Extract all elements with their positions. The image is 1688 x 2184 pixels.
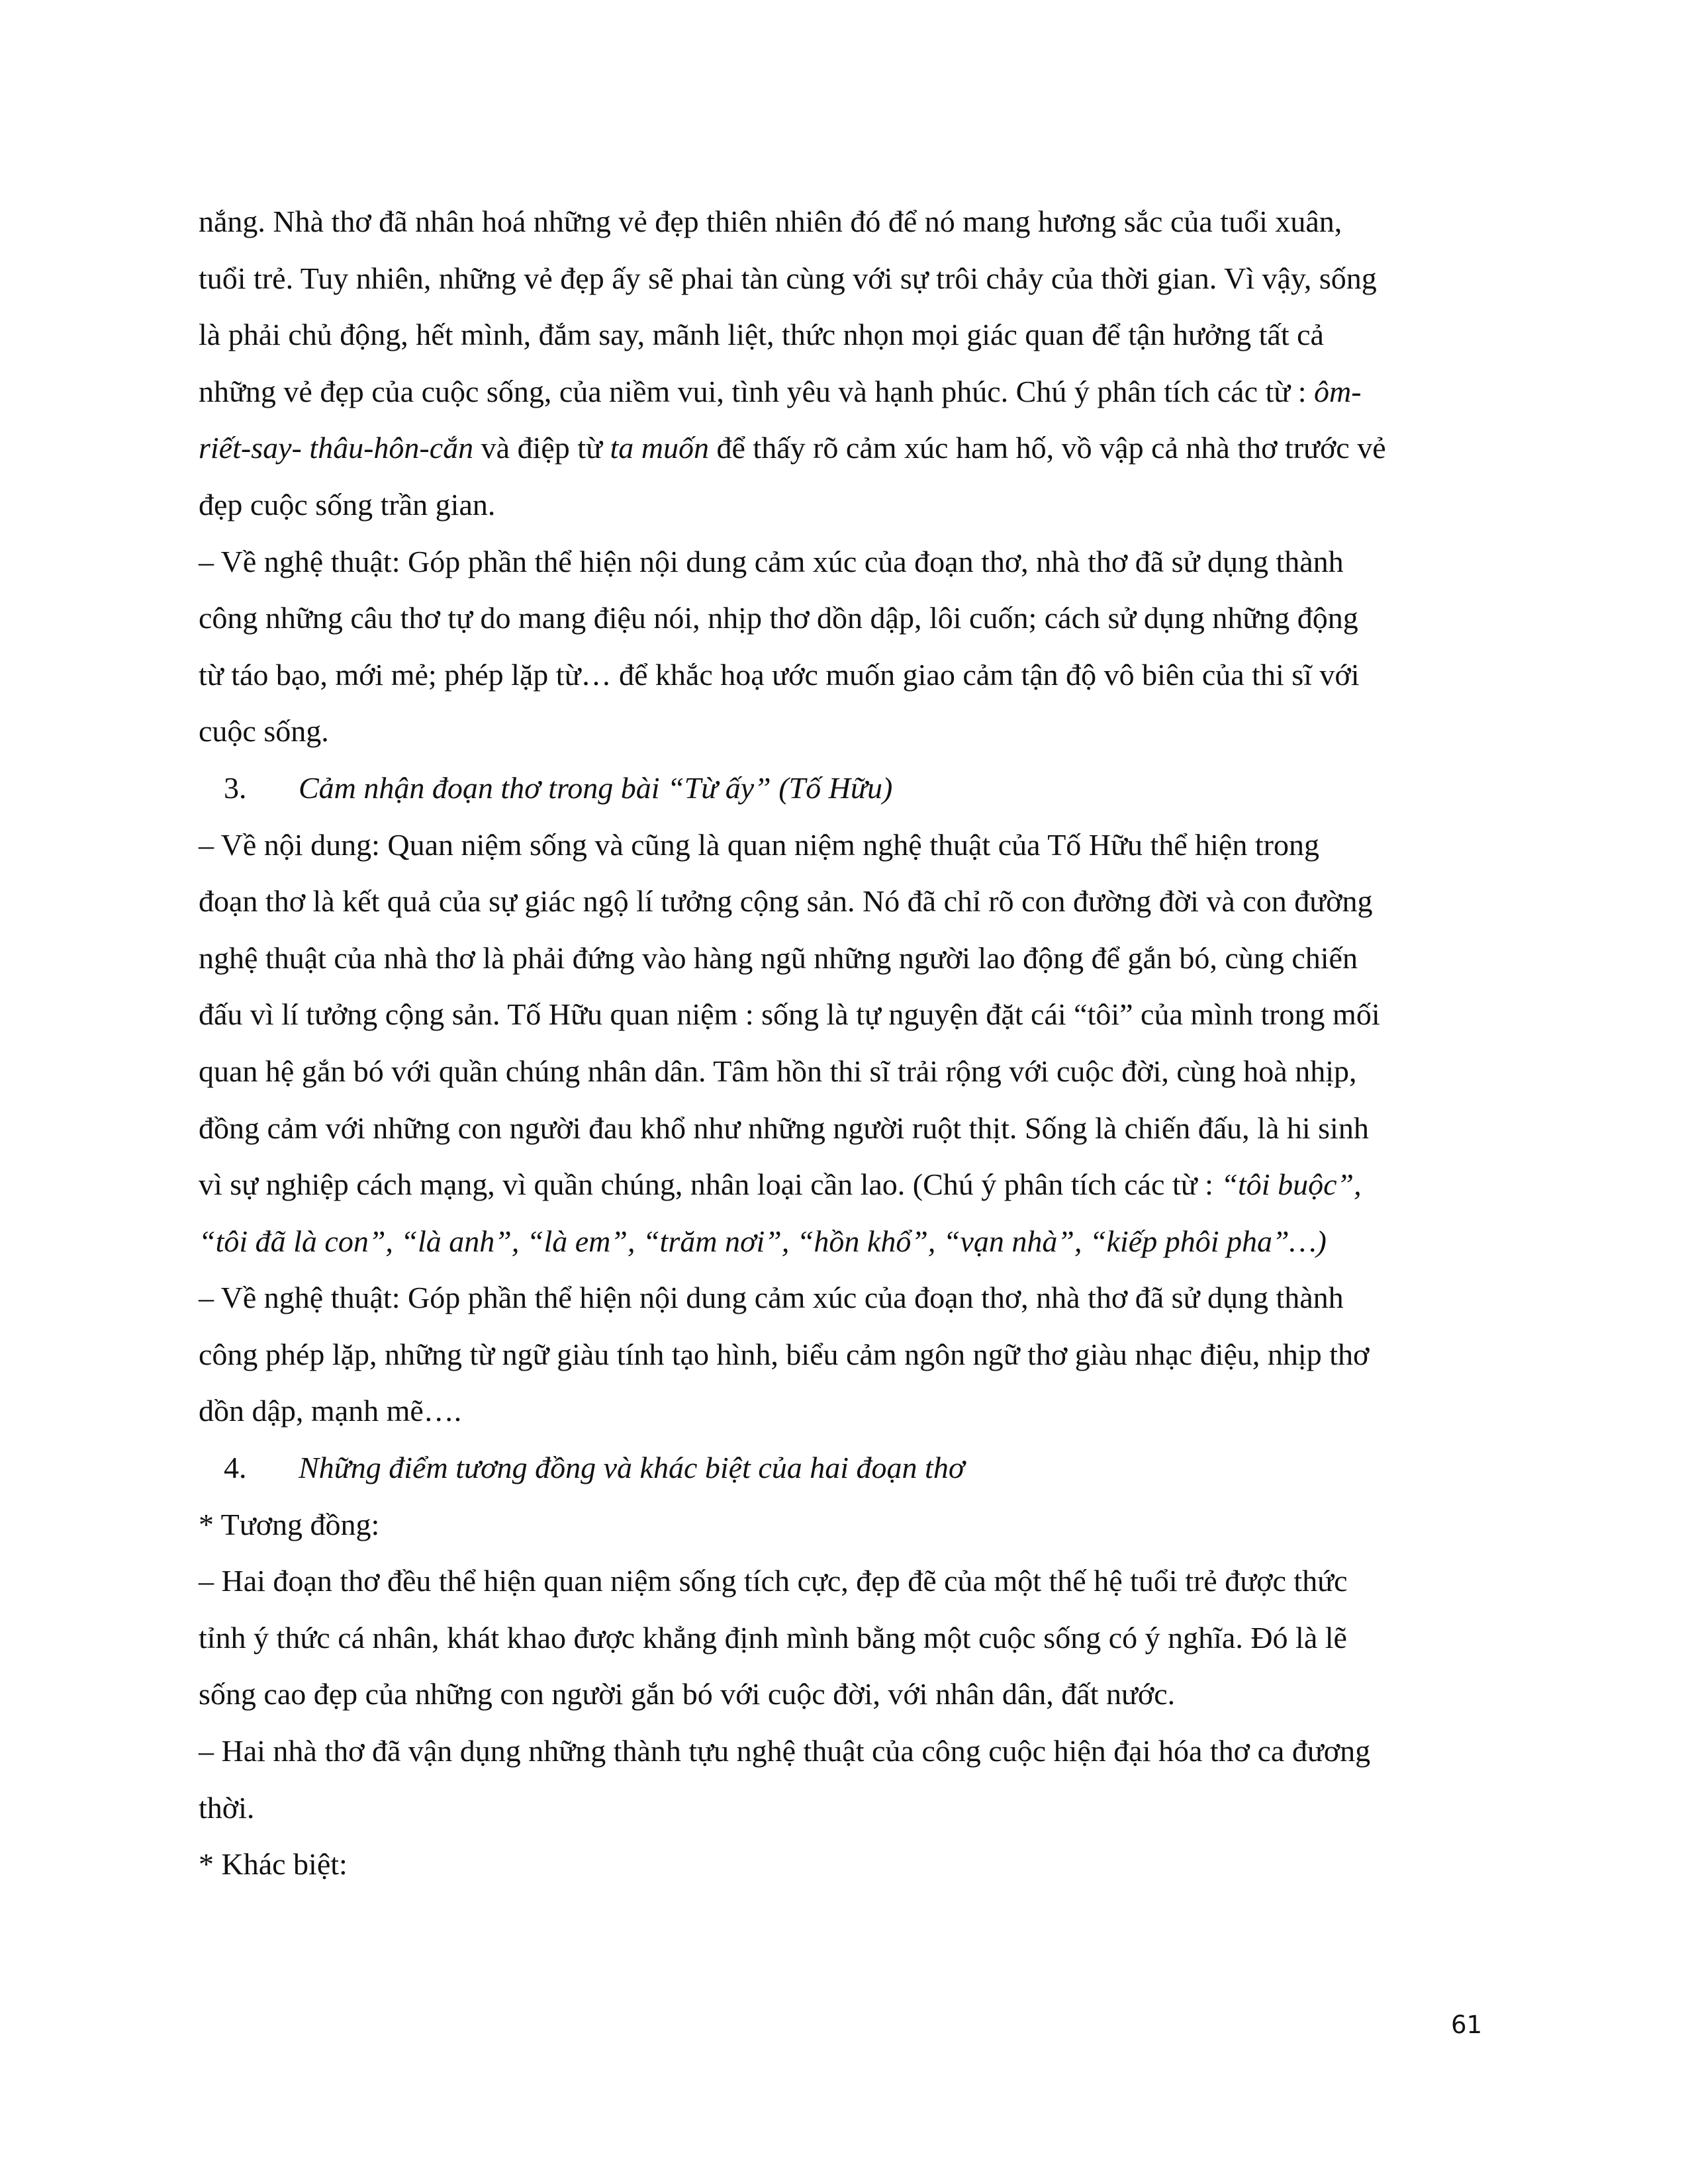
paragraph-art-xuan-dieu (199, 533, 1489, 760)
section-number: 3. (224, 770, 247, 805)
paragraph-content-to-huu (199, 817, 1489, 1270)
text-line: vì sự nghiệp cách mạng, vì quần chúng, nhân loại cần lao. (Chú ý phân tích các từ : (199, 1167, 1221, 1202)
text-line: là phải chủ động, hết mình, đắm say, mãnh liệt, thức nhọn mọi giác quan để tận hưởng tất cả (199, 318, 1324, 352)
text-line: công phép lặp, những từ ngữ giàu tính tạo hình, biểu cảm ngôn ngữ thơ giàu nhạc điệu, nhịp thơ (199, 1337, 1370, 1371)
subheading-differences (199, 1836, 1489, 1893)
text-line: quan hệ gắn bó với quần chúng nhân dân. Tâm hồn thi sĩ trải rộng với cuộc đời, cùng hoà nhịp, (199, 1054, 1357, 1088)
paragraph-art-to-huu (199, 1269, 1489, 1439)
text-line: – Hai đoạn thơ đều thể hiện quan niệm sống tích cực, đẹp đẽ của một thế hệ tuổi trẻ được thức (199, 1564, 1348, 1598)
text-line: đồng cảm với những con người đau khổ như những người ruột thịt. Sống là chiến đấu, là hi sinh (199, 1111, 1369, 1145)
text-line: dồn dập, mạnh mẽ…. (199, 1394, 462, 1428)
paragraph-similarity-content (199, 1553, 1489, 1723)
emphasis-text: ta muốn (610, 431, 709, 465)
page-body (199, 193, 1489, 1893)
section-heading-4 (199, 1439, 1489, 1496)
text-line: nghệ thuật của nhà thơ là phải đứng vào hàng ngũ những người lao động để gắn bó, cùng chiến (199, 940, 1358, 975)
text-line: để thấy rõ cảm xúc ham hố, vồ vập cả nhà thơ trước vẻ (709, 431, 1386, 465)
section-number: 4. (224, 1451, 247, 1485)
text-line: * Khác biệt: (199, 1847, 348, 1882)
text-line: cuộc sống. (199, 714, 329, 749)
text-line: thời. (199, 1790, 255, 1825)
text-line: tuổi trẻ. Tuy nhiên, những vẻ đẹp ấy sẽ phai tàn cùng với sự trôi chảy của thời gian. Vì vậy, sống (199, 261, 1377, 295)
paragraph-similarity-art (199, 1723, 1489, 1836)
text-line: và điệp từ (473, 431, 610, 465)
text-line: những vẻ đẹp của cuộc sống, của niềm vui, tình yêu và hạnh phúc. Chú ý phân tích các từ : (199, 374, 1314, 408)
text-line: * Tương đồng: (199, 1507, 380, 1541)
text-line: – Về nghệ thuật: Góp phần thể hiện nội dung cảm xúc của đoạn thơ, nhà thơ đã sử dụng thành (199, 1281, 1344, 1315)
text-line: công những câu thơ tự do mang điệu nói, nhịp thơ dồn dập, lôi cuốn; cách sử dụng những động (199, 601, 1358, 635)
text-line: – Về nghệ thuật: Góp phần thể hiện nội dung cảm xúc của đoạn thơ, nhà thơ đã sử dụng thành (199, 544, 1344, 578)
section-title: Cảm nhận đoạn thơ trong bài “Từ ấy” (Tố Hữu) (299, 770, 893, 805)
section-title: Những điểm tương đồng và khác biệt của hai đoạn thơ (299, 1451, 965, 1485)
paragraph-natural-beauty (199, 193, 1489, 533)
emphasis-text: “tôi đã là con”, “là anh”, “là em”, “trăm nơi”, “hồn khổ”, “vạn nhà”, “kiếp phôi pha”…) (199, 1224, 1327, 1258)
subheading-similarities (199, 1496, 1489, 1553)
text-line: tỉnh ý thức cá nhân, khát khao được khẳng định mình bằng một cuộc sống có ý nghĩa. Đó là lẽ (199, 1620, 1347, 1655)
emphasis-text: “tôi buộc”, (1221, 1167, 1362, 1202)
text-line: nắng. Nhà thơ đã nhân hoá những vẻ đẹp thiên nhiên đó để nó mang hương sắc của tuổi xuân, (199, 205, 1342, 238)
section-heading-3 (199, 760, 1489, 817)
text-line: – Hai nhà thơ đã vận dụng những thành tựu nghệ thuật của công cuộc hiện đại hóa thơ ca đương (199, 1734, 1371, 1768)
text-line: từ táo bạo, mới mẻ; phép lặp từ… để khắc hoạ ước muốn giao cảm tận độ vô biên của thi sĩ với (199, 657, 1360, 692)
text-line: đẹp cuộc sống trần gian. (199, 487, 496, 522)
text-line: đoạn thơ là kết quả của sự giác ngộ lí tưởng cộng sản. Nó đã chỉ rõ con đường đời và con đường (199, 884, 1373, 919)
text-line: – Về nội dung: Quan niệm sống và cũng là quan niệm nghệ thuật của Tố Hữu thể hiện trong (199, 827, 1319, 862)
text-line: sống cao đẹp của những con người gắn bó với cuộc đời, với nhân dân, đất nước. (199, 1677, 1176, 1711)
text-line: đấu vì lí tưởng cộng sản. Tố Hữu quan niệm : sống là tự nguyện đặt cái “tôi” của mình trong mối (199, 997, 1380, 1032)
page-number: 61 (1451, 2011, 1483, 2039)
emphasis-text: riết-say- thâu-hôn-cắn (199, 431, 474, 465)
emphasis-text: ôm- (1313, 374, 1362, 408)
